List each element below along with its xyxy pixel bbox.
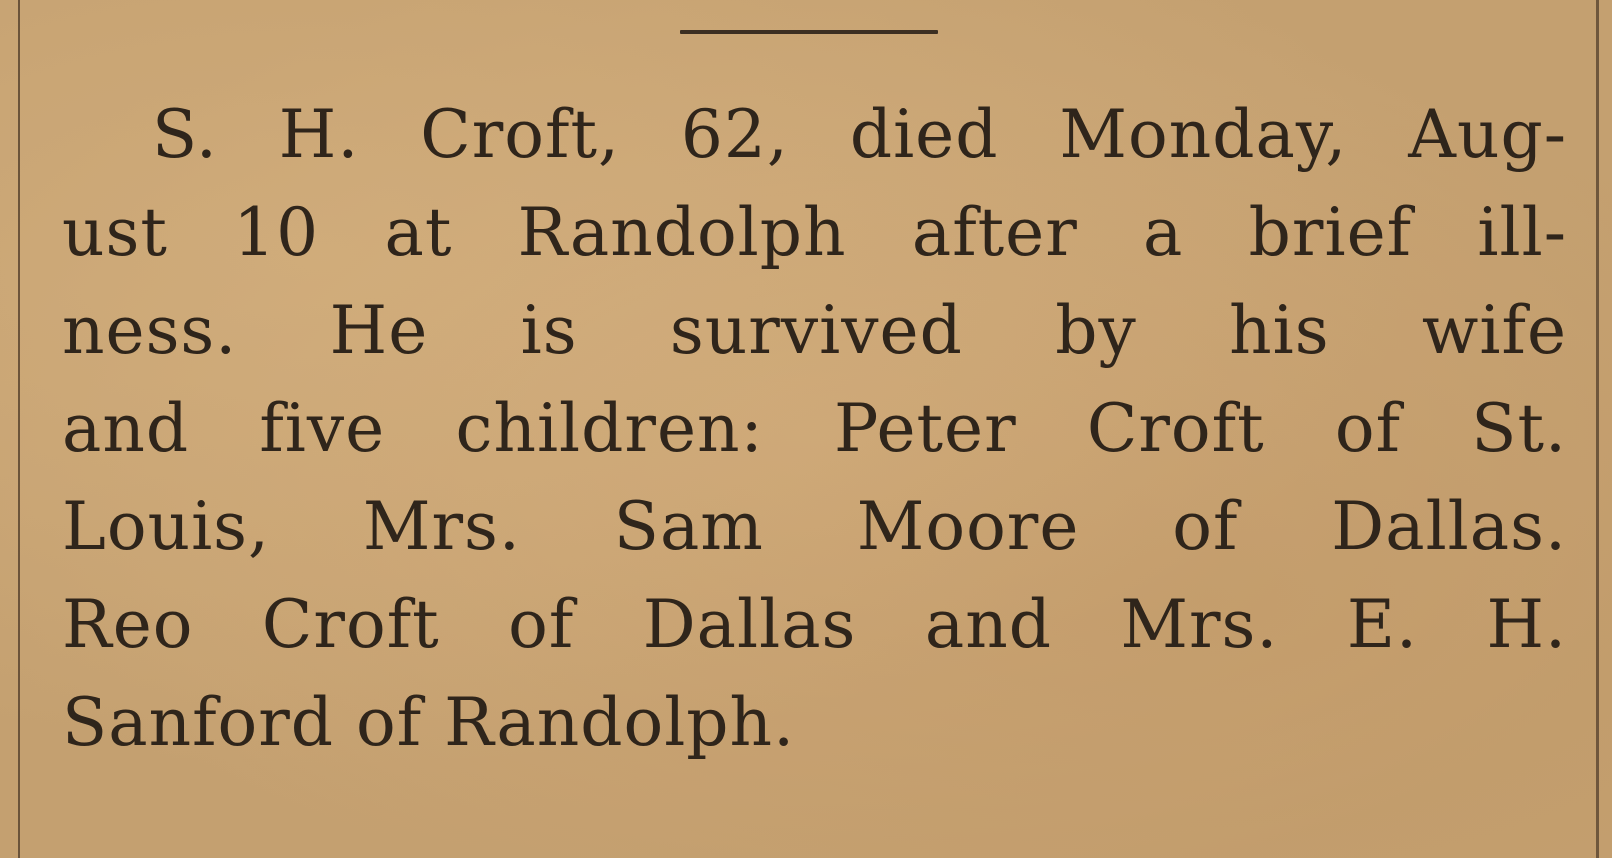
text-line: ness. He is survived by his wife	[62, 292, 1567, 369]
text-line: S. H. Croft, 62, died Monday, Aug-	[152, 96, 1567, 173]
obituary-paragraph	[62, 86, 1567, 772]
text-line: and five children: Peter Croft of St.	[62, 390, 1567, 467]
column-rule-left	[18, 0, 20, 858]
column-rule-right	[1596, 0, 1599, 858]
text-line: Reo Croft of Dallas and Mrs. E. H.	[62, 586, 1567, 663]
text-line: Sanford of Randolph.	[62, 684, 796, 761]
separator-rule	[680, 30, 938, 34]
text-line: Louis, Mrs. Sam Moore of Dallas.	[62, 488, 1567, 565]
text-line: ust 10 at Randolph after a brief ill-	[62, 194, 1567, 271]
